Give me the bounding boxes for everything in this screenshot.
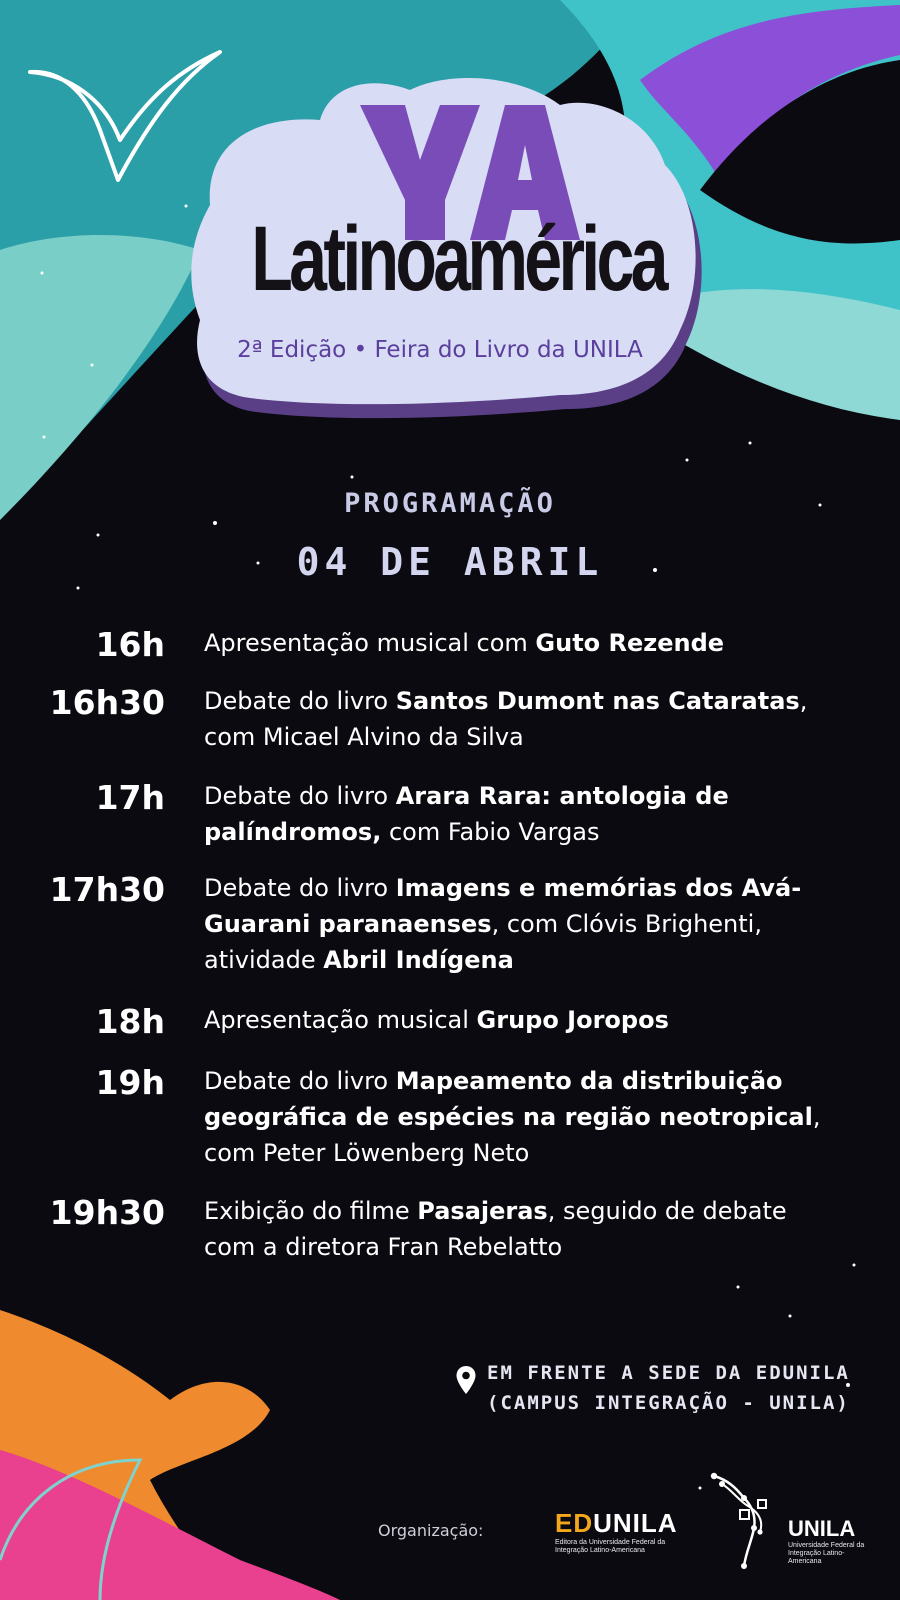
schedule-time: 19h xyxy=(95,1063,165,1102)
schedule-time: 17h xyxy=(95,778,165,817)
schedule-time: 19h30 xyxy=(49,1193,165,1232)
event-location xyxy=(455,1358,885,1418)
schedule-time: 16h30 xyxy=(49,683,165,722)
location-line-2: (CAMPUS INTEGRAÇÃO - UNILA) xyxy=(487,1392,850,1414)
event-logo xyxy=(185,95,695,415)
logo-subtitle: 2ª Edição • Feira do Livro da UNILA xyxy=(237,337,643,363)
schedule-desc: Exibição do filme Pasajeras, seguido de debate com a diretora Fran Rebelatto xyxy=(204,1197,787,1261)
unila-map-icon xyxy=(708,1470,788,1570)
schedule-time: 17h30 xyxy=(49,870,165,909)
logo-title: Latinoamérica xyxy=(251,208,665,310)
edunila-prefix: ED xyxy=(555,1508,594,1538)
schedule-desc: Apresentação musical com Guto Rezende xyxy=(204,629,725,657)
schedule-desc: Debate do livro Arara Rara: antologia de palíndromos, com Fabio Vargas xyxy=(204,782,729,846)
program-heading: PROGRAMAÇÃO xyxy=(344,488,556,519)
edunila-logo xyxy=(555,1508,680,1555)
edunila-name: UNILA xyxy=(593,1508,678,1538)
schedule-desc: Apresentação musical Grupo Joropos xyxy=(204,1006,669,1034)
unila-logo xyxy=(708,1470,865,1570)
location-pin-icon xyxy=(455,1365,477,1395)
schedule-desc: Debate do livro Mapeamento da distribuição geográfica de espécies na região neotropical, com Peter Löwenberg Neto xyxy=(204,1067,821,1167)
schedule-desc: Debate do livro Santos Dumont nas Cataratas, com Micael Alvino da Silva xyxy=(204,687,808,751)
location-line-1: EM FRENTE A SEDE DA EDUNILA xyxy=(487,1362,850,1384)
schedule-time: 18h xyxy=(95,1002,165,1041)
teal-wave-left-light xyxy=(0,235,200,520)
schedule-desc: Debate do livro Imagens e memórias dos Avá-Guarani paranaenses, com Clóvis Brighenti, atividade Abril Indígena xyxy=(204,874,802,974)
unila-caption: Universidade Federal da Integração Latino-Americana xyxy=(788,1542,865,1565)
schedule-time: 16h xyxy=(95,625,165,664)
unila-name: UNILA xyxy=(788,1516,856,1541)
edunila-caption: Editora da Universidade Federal da Integração Latino-Americana xyxy=(555,1539,666,1554)
program-date: 04 DE ABRIL xyxy=(296,540,604,584)
organization-label: Organização: xyxy=(378,1521,484,1540)
pink-blob xyxy=(0,1450,340,1600)
